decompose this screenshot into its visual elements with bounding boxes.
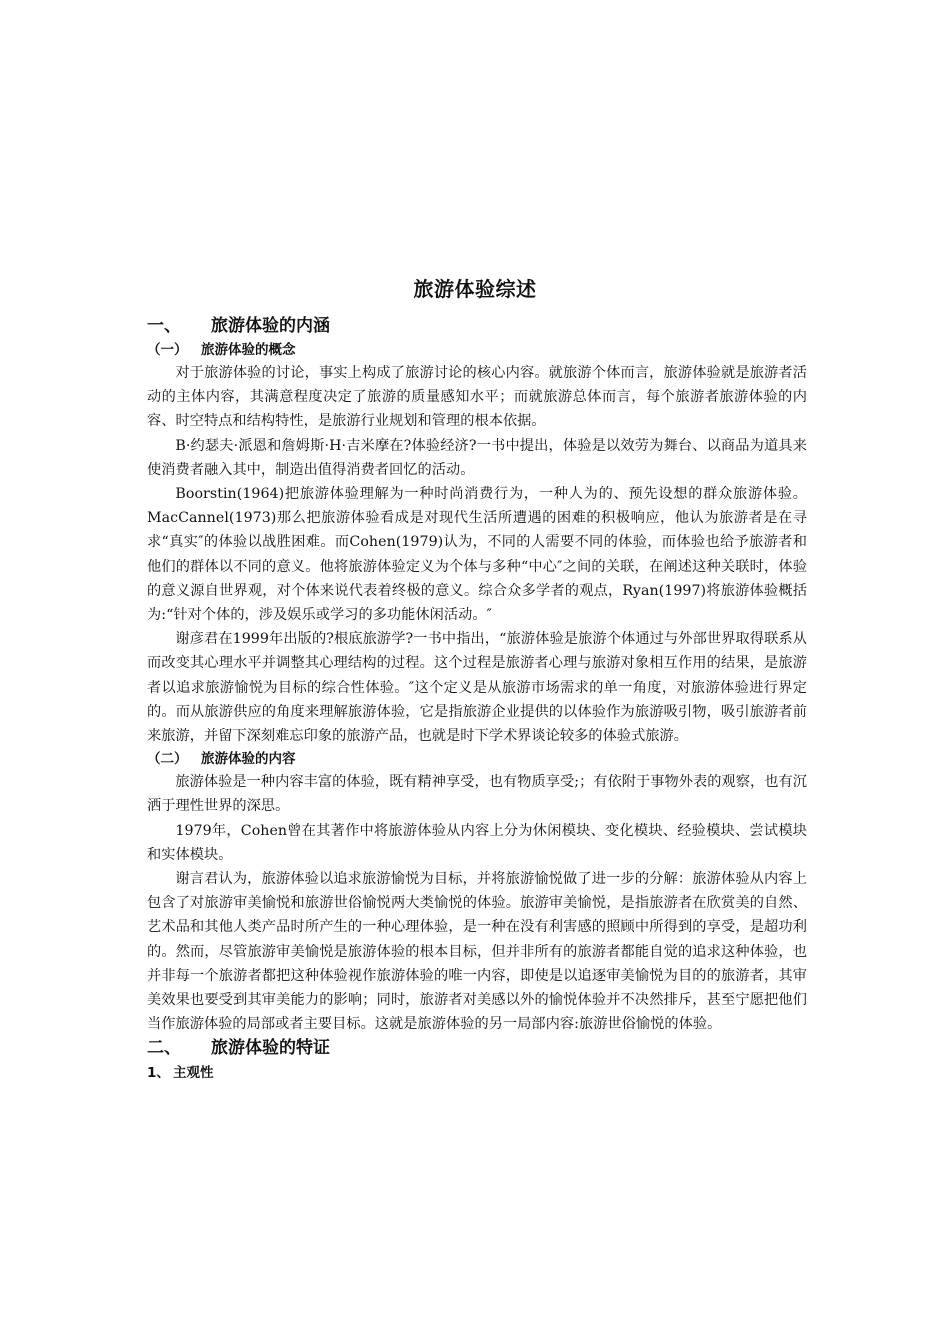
document-body: [147, 314, 807, 1085]
section-number: 二、: [147, 1038, 181, 1059]
subsection-number: 1、: [147, 1065, 170, 1082]
section-heading-2: [147, 1036, 807, 1061]
subsection-heading-1-2: [147, 748, 807, 770]
paragraph: 1979年，Cohen曾在其著作中将旅游体验从内容上分为休闲模块、变化模块、经验模块、尝试模块和实体模块。: [147, 822, 807, 863]
paragraph: 旅游体验是一种内容丰富的体验，既有精神享受，也有物质享受;；有依附于事物外表的观察，也有沉洒于理性世界的深思。: [147, 774, 807, 815]
paragraph: B·约瑟夫·派恩和詹姆斯·H·吉米摩在?体验经济?一书中提出，体验是以效劳为舞台、以商品为道具来使消费者融入其中，制造出值得消费者回忆的活动。: [147, 437, 807, 478]
section-title: 旅游体验的特证: [211, 1038, 330, 1059]
subsection-title: 旅游体验的内容: [201, 751, 296, 768]
paragraph: 谢言君认为，旅游体验以追求旅游愉悦为目标，并将旅游愉悦做了进一步的分解：旅游体验从内容上包含了对旅游审美愉悦和旅游世俗愉悦两大类愉悦的体验。旅游审美愉悦，是指旅游者在欣赏美的自然、艺术品和其他人类产品时所产生的一种心理体验，是一种在没有利害感的照顾中所得到的享受，是超功利的。然而，尽管旅游审美愉悦是旅游体验的根本目标，但并非所有的旅游者都能自觉的追求这种体验，也并非每一个旅游者都把这种体验视作旅游体验的唯一内容，即使是以追逐审美愉悦为目的的旅游者，其审美效果也要受到其审美能力的影响；同时，旅游者对美感以外的愉悦体验并不决然排斥，甚至宁愿把他们当作旅游体验的局部或者主要目标。这就是旅游体验的另一局部内容:旅游世俗愉悦的体验。: [147, 871, 807, 1033]
subsection-title: 旅游体验的概念: [201, 342, 296, 358]
subsection-number: （二）: [147, 751, 188, 768]
subsection-title: 主观性: [173, 1065, 214, 1082]
paragraph: 谢彦君在1999年出版的?根底旅游学?一书中指出，“旅游体验是旅游个体通过与外部世界取得联系从而改变其心理水平并调整其心理结构的过程。这个过程是旅游者心理与旅游对象相互作用的结果，是旅游者以追求旅游愉悦为目标的综合性体验。″这个定义是从旅游市场需求的单一角度，对旅游体验进行界定的。而从旅游供应的角度来理解旅游体验，它是指旅游企业提供的以体验作为旅游吸引物，吸引旅游者前来旅游，并留下深刻难忘印象的旅游产品，也就是时下学术界谈论较多的体验式旅游。: [147, 631, 807, 745]
subsection-heading-1-1: [147, 339, 807, 361]
paragraph: 对于旅游体验的讨论，事实上构成了旅游讨论的核心内容。就旅游个体而言，旅游体验就是旅游者活动的主体内容，其满意程度决定了旅游的质量感知水平；而就旅游总体而言，每个旅游者旅游体验的内容、时空特点和结构特性，是旅游行业规划和管理的根本依据。: [147, 365, 807, 430]
paragraph: Boorstin(1964)把旅游体验理解为一种时尚消费行为，一种人为的、预先设想的群众旅游体验。MacCannel(1973)那么把旅游体验看成是对现代生活所遭遇的困难的积极响应，他认为旅游者是在寻求“真实″的体验以战胜困难。而Cohen(1979)认为，不同的人需要不同的体验，而体验也给予旅游者和他们的群体以不同的意义。他将旅游体验定义为个体与多种“中心″之间的关联，在阐述这种关联时，体验的意义源自世界观，对个体来说代表着终极的意义。综合众多学者的观点，Ryan(1997)将旅游体验概括为:“针对个体的，涉及娱乐或学习的多功能休闲活动。″: [147, 486, 807, 624]
subsection-number: （一）: [147, 342, 188, 358]
section-title: 旅游体验的内涵: [211, 316, 330, 336]
section-heading-1: [147, 314, 807, 339]
section-number: 一、: [147, 316, 181, 336]
subsection-heading-2-1: [147, 1061, 807, 1085]
document-title: 旅游体验综述: [413, 277, 537, 301]
